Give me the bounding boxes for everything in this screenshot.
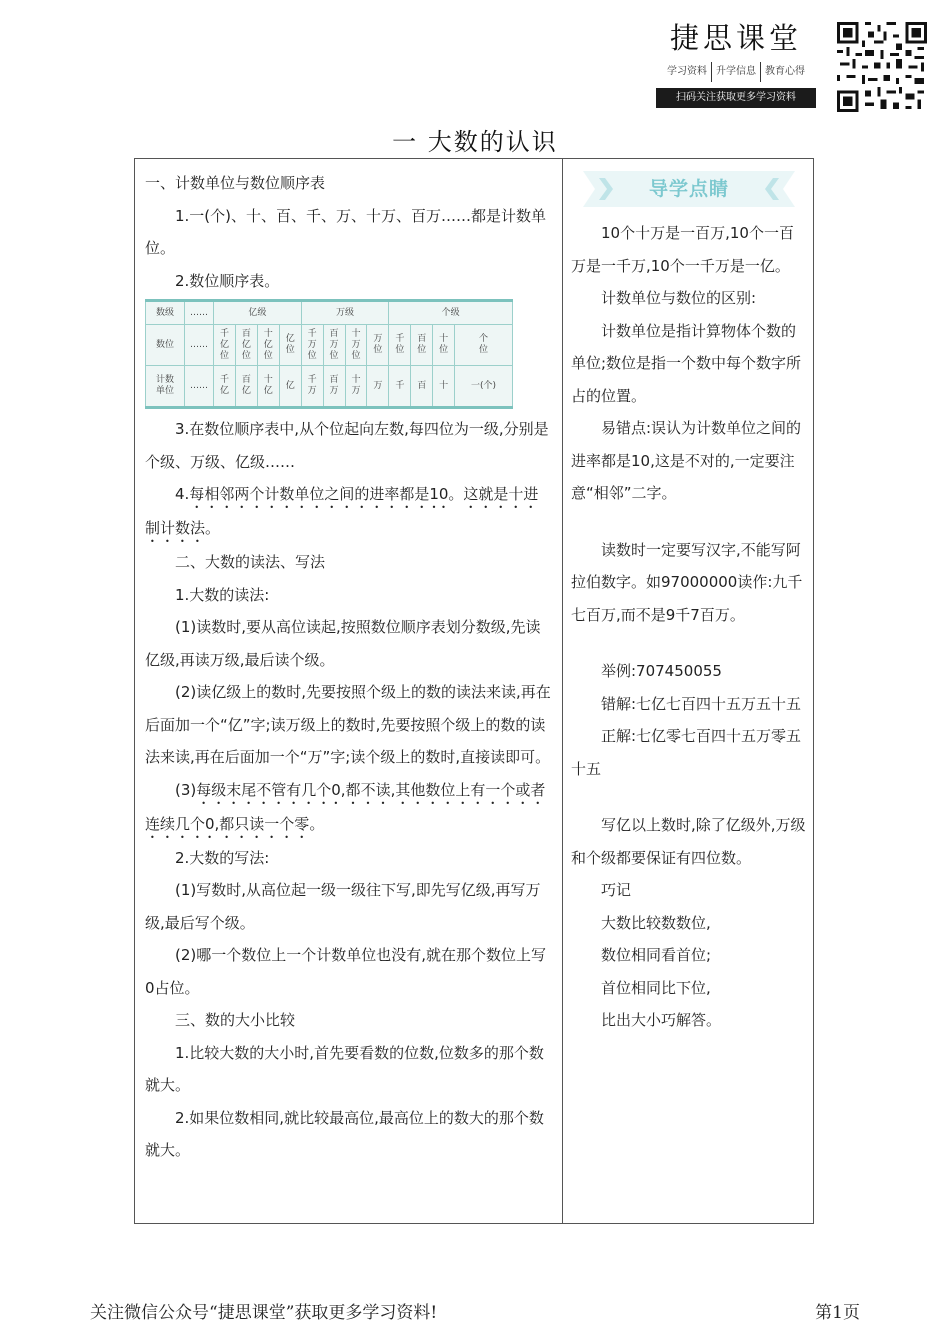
writing-heading: 2.大数的写法:	[175, 848, 270, 867]
tip-unit-progression: 10个十万是一百万,10个一百万是一千万,10个一千万是一亿。	[571, 224, 794, 275]
brand-link-admission[interactable]: 升学信息	[711, 62, 760, 82]
ellipsis-cell: ……	[185, 301, 214, 325]
tip-common-mistake: 易错点:误认为计数单位之间的进率都是10,这是不对的,一定要注意“相邻”二字。	[571, 419, 802, 502]
column-divider	[562, 159, 563, 1223]
reading-rule-2: (2)读亿级上的数时,先要按照个级上的数的读法来读,再在后面加一个“亿”字;读万级上的数时,先要按照个级上的数的读法来读,再在后面加一个“万”字;读个级上的数时,直接读即可。	[145, 683, 551, 766]
brand-name: 捷思课堂	[669, 21, 802, 55]
unit-cell: 百万	[323, 366, 345, 408]
row-label-unit: 计数单位	[146, 366, 185, 408]
position-cell: 千位	[389, 325, 411, 366]
guide-banner	[583, 171, 795, 207]
position-cell: 千万位	[301, 325, 323, 366]
section-1-point-3: 3.在数位顺序表中,从个位起向左数,每四位为一级,分别是个级、万级、亿级……	[145, 420, 549, 471]
unit-cell: 千亿	[214, 366, 236, 408]
unit-cell: 一(个)	[455, 366, 513, 408]
position-cell: 亿位	[279, 325, 301, 366]
position-cell: 十位	[433, 325, 455, 366]
unit-cell: 亿	[279, 366, 301, 408]
mnemonic-line: 比出大小巧解答。	[601, 1011, 722, 1029]
writing-rule-1: (1)写数时,从高位起一级一级往下写,即先写亿级,再写万级,最后写个级。	[145, 881, 541, 932]
level-yi: 亿级	[214, 301, 302, 325]
qr-code-icon[interactable]	[837, 22, 927, 112]
row-label-level: 数级	[146, 301, 185, 325]
tip-difference-body: 计数单位是指计算物体个数的单位;数位是指一个数中每个数字所占的位置。	[571, 321, 802, 405]
tip-reading-chinese: 读数时一定要写汉字,不能写阿拉伯数字。如97000000读作:九千七百万,而不是9千7百万。	[571, 540, 803, 624]
content-table	[134, 158, 814, 1224]
tip-writing: 写亿以上数时,除了亿级外,万级和个级都要保证有四位数。	[571, 816, 806, 867]
position-cell: 十亿位	[257, 325, 279, 366]
section-1-point-2: 2.数位顺序表。	[175, 271, 280, 290]
side-column	[571, 167, 807, 1037]
reading-rule-3: (3)每级末尾不管有几个0,都不读,其他数位上有一个或者连续几个0,都只读一个零。	[145, 780, 546, 833]
compare-rule-1: 1.比较大数的大小时,首先要看数的位数,位数多的那个数就大。	[145, 1043, 544, 1094]
level-wan: 万级	[301, 301, 389, 325]
footer-promo: 关注微信公众号“捷思课堂”获取更多学习资料!	[90, 1303, 438, 1323]
section-1-heading: 一、计数单位与数位顺序表	[145, 174, 326, 192]
unit-cell: 百	[411, 366, 433, 408]
unit-cell: 万	[367, 366, 389, 408]
brand-link-education[interactable]: 教育心得	[760, 62, 809, 82]
unit-cell: 十	[433, 366, 455, 408]
mnemonic-line: 大数比较数数位,	[601, 913, 711, 932]
place-value-table	[145, 299, 513, 409]
position-cell: 百万位	[323, 325, 345, 366]
guide-title: 导学点睛	[648, 178, 729, 200]
ellipsis-cell: ……	[185, 325, 214, 366]
position-cell: 十万位	[345, 325, 367, 366]
mnemonic-line: 数位相同看首位;	[601, 946, 712, 964]
brand-banner: 扫码关注获取更多学习资料	[656, 88, 816, 108]
mnemonic-line: 首位相同比下位,	[601, 978, 711, 997]
level-ge: 个级	[389, 301, 513, 325]
section-1-point-1: 1.一(个)、十、百、千、万、十万、百万……都是计数单位。	[145, 206, 547, 257]
unit-cell: 十亿	[257, 366, 279, 408]
section-3-heading: 三、数的大小比较	[175, 1011, 296, 1029]
ellipsis-cell: ……	[185, 366, 214, 408]
unit-cell: 十万	[345, 366, 367, 408]
tip-right-answer: 正解:七亿零七百四十五万零五十五	[571, 727, 802, 778]
unit-cell: 千	[389, 366, 411, 408]
tip-example: 举例:707450055	[601, 662, 722, 680]
position-cell: 个位	[455, 325, 513, 366]
position-cell: 百亿位	[235, 325, 257, 366]
brand-link-study[interactable]: 学习资料	[667, 66, 707, 77]
tip-wrong-answer: 错解:七亿七百四十五万五十五	[601, 694, 802, 713]
unit-cell: 千万	[301, 366, 323, 408]
compare-rule-2: 2.如果位数相同,就比较最高位,最高位上的数大的那个数就大。	[145, 1108, 544, 1159]
section-2-heading: 二、大数的读法、写法	[175, 553, 326, 571]
position-cell: 千亿位	[214, 325, 236, 366]
position-cell: 百位	[411, 325, 433, 366]
mnemonic-heading: 巧记	[601, 881, 632, 899]
main-column	[145, 167, 553, 1167]
unit-cell: 百亿	[235, 366, 257, 408]
brand-block	[656, 18, 816, 108]
writing-rule-2: (2)哪一个数位上一个计数单位也没有,就在那个数位上写0占位。	[145, 946, 547, 997]
position-cell: 万位	[367, 325, 389, 366]
row-label-position: 数位	[146, 325, 185, 366]
page-title: 一 大数的认识	[392, 128, 558, 156]
tip-difference-heading: 计数单位与数位的区别:	[601, 289, 757, 307]
section-1-point-4: 4.每相邻两个计数单位之间的进率都是10。这就是十进制计数法。	[145, 485, 539, 537]
reading-heading: 1.大数的读法:	[175, 585, 270, 604]
brand-links	[656, 62, 816, 82]
page-number: 第1页	[815, 1303, 860, 1323]
reading-rule-1: (1)读数时,要从高位读起,按照数位顺序表划分数级,先读亿级,再读万级,最后读个级。	[145, 618, 541, 669]
